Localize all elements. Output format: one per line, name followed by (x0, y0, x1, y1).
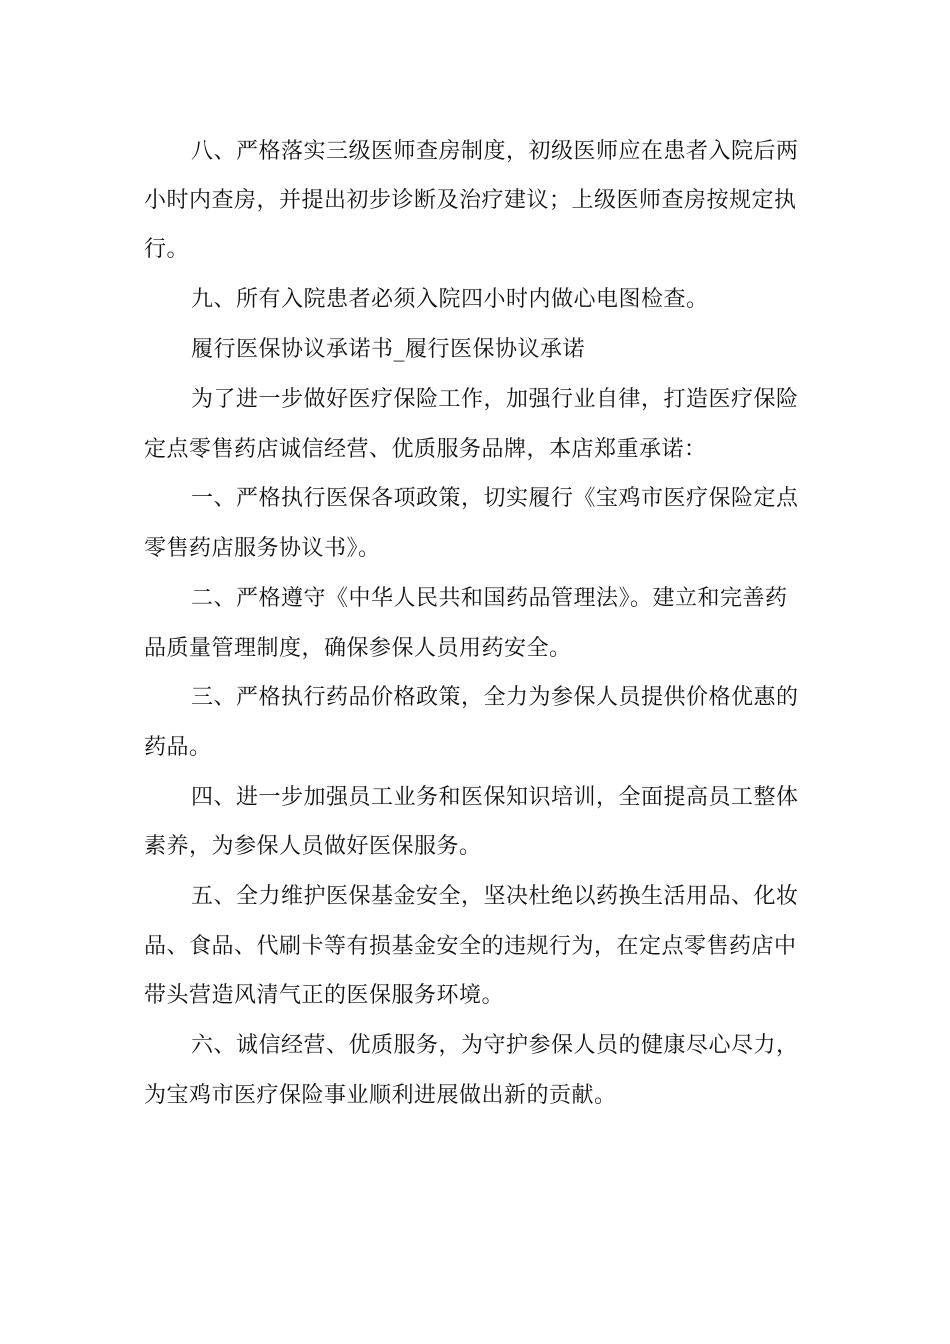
item-6-line-1: 六、诚信经营、优质服务，为守护参保人员的健康尽心尽力， (191, 1033, 799, 1058)
item-2-line-1: 二、严格遵守《中华人民共和国药品管理法》。建立和完善药 (191, 586, 788, 611)
item-3-line-2: 药品。 (144, 735, 212, 760)
paragraph-8-line-1: 八、严格落实三级医师查房制度，初级医师应在患者入院后两 (191, 139, 799, 164)
item-6-line-2: 为宝鸡市医疗保险事业顺利进展做出新的贡献。 (144, 1083, 617, 1108)
intro-line-1: 为了进一步做好医疗保险工作，加强行业自律，打造医疗保险 (191, 387, 799, 412)
item-5-line-2: 品、食品、代刷卡等有损基金安全的违规行为，在定点零售药店中 (144, 934, 797, 959)
paragraph-8-line-3: 行。 (144, 237, 190, 262)
item-5-line-1: 五、全力维护医保基金安全，坚决杜绝以药换生活用品、化妆 (191, 884, 799, 909)
item-4-line-2: 素养，为参保人员做好医保服务。 (144, 834, 482, 859)
item-2-line-2: 品质量管理制度，确保参保人员用药安全。 (144, 636, 572, 661)
item-1-line-1: 一、严格执行医保各项政策，切实履行《宝鸡市医疗保险定点 (191, 486, 799, 511)
item-3-line-1: 三、严格执行药品价格政策，全力为参保人员提供价格优惠的 (191, 685, 799, 710)
item-1-line-2: 零售药店服务协议书》。 (144, 536, 381, 561)
intro-line-2: 定点零售药店诚信经营、优质服务品牌，本店郑重承诺： (144, 437, 707, 462)
item-4-line-1: 四、进一步加强员工业务和医保知识培训，全面提高员工整体 (191, 785, 799, 810)
document-title: 履行医保协议承诺书_履行医保协议承诺 (191, 337, 586, 362)
paragraph-9-line-1: 九、所有入院患者必须入院四小时内做心电图检查。 (191, 287, 709, 312)
paragraph-8-line-2: 小时内查房，并提出初步诊断及治疗建议；上级医师查房按规定执 (144, 188, 797, 213)
item-5-line-3: 带头营造风清气正的医保服务环境。 (144, 983, 505, 1008)
